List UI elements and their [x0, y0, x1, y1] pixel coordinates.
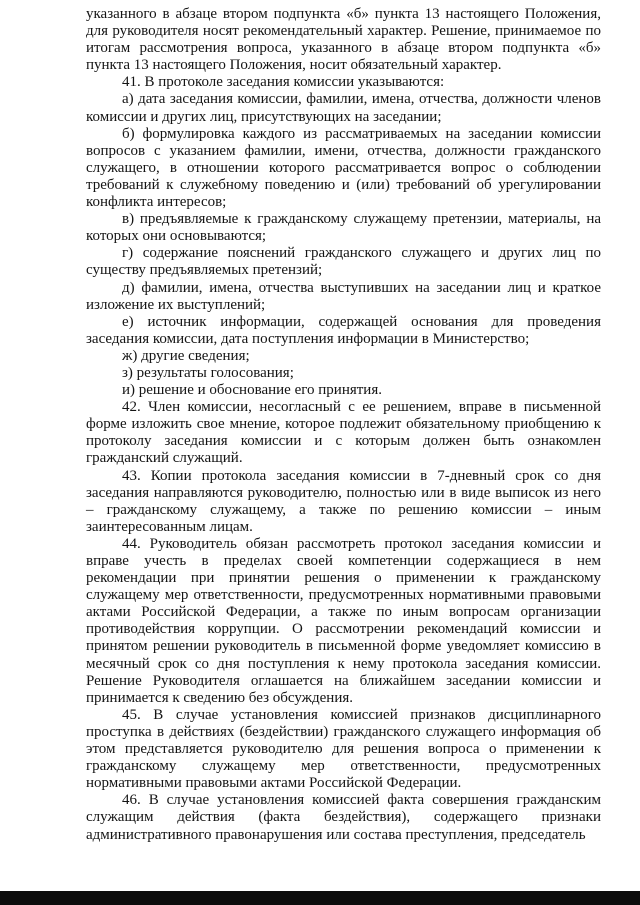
paragraph-41a: а) дата заседания комиссии, фамилии, имена, отчества, должности членов комиссии и других лиц, присутствующих на заседании; — [86, 91, 601, 125]
paragraph-41v: в) предъявляемые к гражданскому служащему претензии, материалы, на которых они основываются; — [86, 211, 601, 245]
paragraph-41: 41. В протоколе заседания комиссии указываются: — [122, 74, 445, 91]
paragraph-41e: е) источник информации, содержащей основания для проведения заседания комиссии, дата поступления информации в Министерство; — [86, 313, 601, 347]
paragraph-41i: и) решение и обоснование его принятия. — [122, 382, 382, 399]
document-text — [86, 6, 601, 844]
paragraph-45: 45. В случае установления комиссией признаков дисциплинарного проступка в действиях (бездействии) гражданского служащего информация об этом представляется руководителю для решения вопроса о применении к гражданскому служащему мер ответственности, предусмотренных нормативными правовыми актами Российской Федерации. — [86, 706, 601, 792]
paragraph-41zh: ж) другие сведения; — [122, 347, 250, 364]
scan-bottom-edge — [0, 891, 640, 905]
paragraph-41z: з) результаты голосования; — [122, 364, 294, 381]
paragraph-41b: б) формулировка каждого из рассматриваемых на заседании комиссии вопросов с указанием фамилии, имени, отчества, должности гражданского служащего, в отношении которого рассматривается вопрос о соблюдении требований к служебному поведению и (или) требований об урегулировании конфликта интересов; — [86, 125, 601, 211]
paragraph-41d: д) фамилии, имена, отчества выступивших на заседании лиц и краткое изложение их выступлений; — [86, 279, 601, 313]
paragraph-43: 43. Копии протокола заседания комиссии в 7-дневный срок со дня заседания направляются руководителю, полностью или в виде выписок из него – гражданскому служащему, а также по решению комиссии – иным заинтересованным лицам. — [86, 467, 601, 535]
paragraph-46: 46. В случае установления комиссией факта совершения гражданским служащим действия (факта бездействия), содержащего признаки административного правонарушения или состава преступления, председатель — [86, 792, 601, 843]
paragraph-44: 44. Руководитель обязан рассмотреть протокол заседания комиссии и вправе учесть в пределах своей компетенции содержащиеся в нем рекомендации при принятии решения о применении к гражданскому служащему мер ответственности, предусмотренных нормативными правовыми актами Российской Федерации, а также по иным вопросам организации противодействия коррупции. О рассмотрении рекомендаций комиссии и принятом решении руководитель в письменной форме уведомляет комиссию в месячный срок со дня поступления к нему протокола заседания комиссии. Решение Руководителя оглашается на ближайшем заседании комиссии и принимается к сведению без обсуждения. — [86, 535, 601, 706]
paragraph-41g: г) содержание пояснений гражданского служащего и других лиц по существу предъявляемых претензий; — [86, 245, 601, 279]
paragraph-continuation: указанного в абзаце втором подпункта «б» пункта 13 настоящего Положения, для руководителя носят рекомендательный характер. Решение, принимаемое по итогам рассмотрения вопроса, указанного в абзаце втором подпункта «б» пункта 13 настоящего Положения, носит обязательный характер. — [86, 6, 601, 74]
paragraph-42: 42. Член комиссии, несогласный с ее решением, вправе в письменной форме изложить свое мнение, которое подлежит обязательному приобщению к протоколу заседания комиссии и с которым должен быть ознакомлен гражданский служащий. — [86, 399, 601, 467]
